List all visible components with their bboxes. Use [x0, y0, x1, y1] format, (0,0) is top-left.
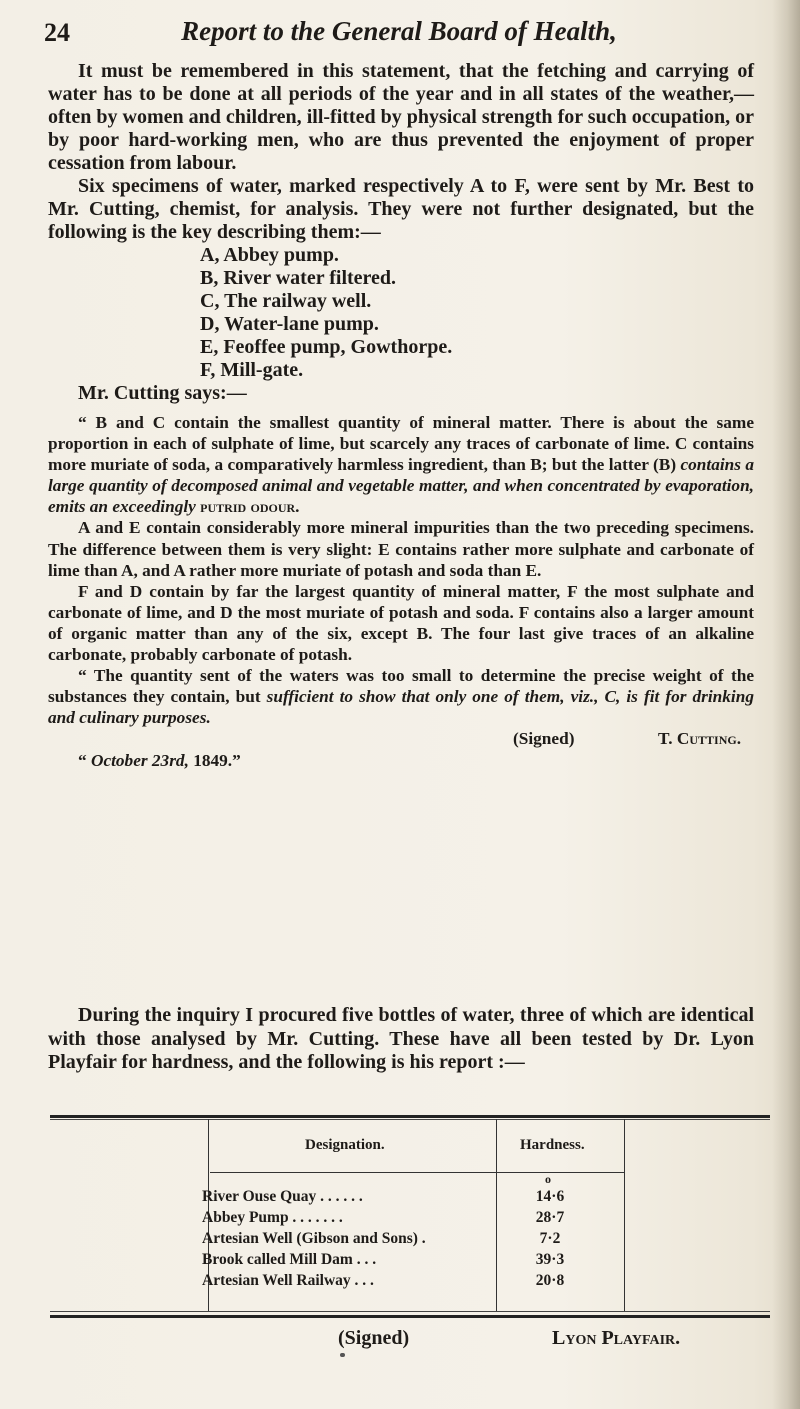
quote-putrid-odour: putrid odour. — [200, 497, 300, 517]
key-item-a: A, Abbey pump. — [200, 244, 339, 266]
running-head: Report to the General Board of Health, — [181, 16, 617, 46]
table-body — [202, 1172, 638, 1293]
column-header-hardness: Hardness. — [520, 1137, 585, 1153]
table-row — [202, 1230, 638, 1251]
quote-quantity-italic: sufficient to show that only one of them, viz., C, is fit for drinking and culinary purposes. — [48, 687, 754, 728]
page-edge-shadow — [772, 0, 800, 1409]
column-header-designation: Designation. — [305, 1137, 385, 1153]
row-designation: River Ouse Quay . . . . . . — [202, 1188, 363, 1205]
specimen-key-list — [48, 244, 754, 382]
table-bottom-rule-thin — [50, 1311, 770, 1312]
quote-paragraph-a-and-e: A and E contain considerably more mineral impurities than the two preceding specimens. The difference between them is very slight: E contains rather more sulphate and carbonate of lime than A, and A rather more muriate of potash and soda than E. — [48, 518, 754, 580]
table-row — [202, 1251, 638, 1272]
paragraph-six-specimens: Six specimens of water, marked respectively A to F, were sent by Mr. Best to Mr. Cutting, chemist, for analysis. They were not further designated, but the following is the key describing them:— — [48, 175, 754, 243]
quote-date-open: “ — [78, 751, 91, 771]
row-hardness: 20·8 — [535, 1272, 565, 1289]
quote-paragraph-quantity — [48, 665, 754, 728]
quote-quantity-text: “ The quantity sent of the waters was too small to determine the precise weight of the substances they contain, but — [48, 666, 754, 707]
quote-date-year: 1849.” — [188, 751, 241, 771]
quote-date-italic: October 23rd, — [90, 751, 189, 771]
row-hardness: 39·3 — [535, 1251, 565, 1268]
playfair-signature-line — [0, 1327, 800, 1357]
key-item-f: F, Mill-gate. — [200, 359, 304, 381]
quote-date-line — [48, 750, 754, 771]
table-top-rule — [50, 1115, 770, 1118]
row-hardness: 14·6 — [535, 1188, 565, 1205]
quote-paragraph-f-and-d: F and D contain by far the largest quantity of mineral matter, F the most sulphate and carbonate of lime, and D the most muriate of potash and soda. F contains also a larger amount of organic matter than any of the six, except B. The four last give traces of an alkaline carbonate, probably carbonate of potash. — [48, 581, 754, 665]
degree-mark: o — [545, 1172, 551, 1186]
cutting-says-line: Mr. Cutting says:— — [78, 382, 247, 404]
row-designation: Abbey Pump . . . . . . . — [202, 1209, 343, 1226]
page-header — [44, 12, 754, 52]
cutting-quotation — [48, 412, 754, 772]
quote-paragraph-b-and-c — [48, 412, 754, 517]
row-hardness: 28·7 — [535, 1209, 565, 1226]
key-item-e: E, Feoffee pump, Gowthorpe. — [200, 336, 453, 358]
hardness-table — [50, 1115, 770, 1321]
key-item-b: B, River water filtered. — [200, 267, 397, 289]
main-text-continued — [48, 1004, 754, 1075]
quote-b-c-text: “ B and C contain the smallest quantity of mineral matter. There is about the same proportion in each of sulphate of lime, but scarcely any traces of carbonate of lime. C contains more muriate of soda, a comparatively harmless ingredient, than B; but the latter (B) — [48, 413, 754, 475]
row-designation: Brook called Mill Dam . . . — [202, 1251, 377, 1268]
quote-signature-line — [48, 728, 754, 750]
table-row — [202, 1209, 638, 1230]
table-top-rule-thin — [50, 1119, 770, 1120]
table-bottom-rule — [50, 1315, 770, 1318]
paragraph-fetching-water: It must be remembered in this statement, that the fetching and carrying of water has to be done at all periods of the year and in all states of the weather,—often by women and children, ill-fitted by physical strength for such occupation, or by poor hard-working men, who are thus prevented the enjoyment of proper cessation from labour. — [48, 60, 754, 174]
page-number: 24 — [44, 18, 70, 47]
quote-b-c-italic: contains a large quantity of decomposed animal and vegetable matter, and when concentrated by evaporation, emits an exceedingly — [48, 455, 754, 517]
table-row — [202, 1172, 638, 1209]
footer-signed-word: (Signed) — [338, 1327, 410, 1349]
row-designation: Artesian Well Railway . . . — [202, 1272, 374, 1289]
row-hardness: 7·2 — [539, 1230, 561, 1247]
table-row — [202, 1272, 638, 1293]
table-header-rule — [210, 1172, 624, 1173]
key-item-c: C, The railway well. — [200, 290, 372, 312]
ink-speck — [340, 1353, 345, 1357]
quote-signed-name: T. Cutting. — [658, 729, 742, 749]
key-item-d: D, Water-lane pump. — [200, 313, 379, 335]
quote-signed-word: (Signed) — [513, 729, 575, 749]
row-designation: Artesian Well (Gibson and Sons) . — [202, 1230, 426, 1247]
main-text — [48, 60, 754, 405]
paragraph-playfair-inquiry: During the inquiry I procured five bottles of water, three of which are identical with those analysed by Mr. Cutting. These have all been tested by Dr. Lyon Playfair for hardness, and the following is his report :— — [48, 1004, 754, 1073]
footer-signed-name: Lyon Playfair. — [552, 1327, 681, 1349]
